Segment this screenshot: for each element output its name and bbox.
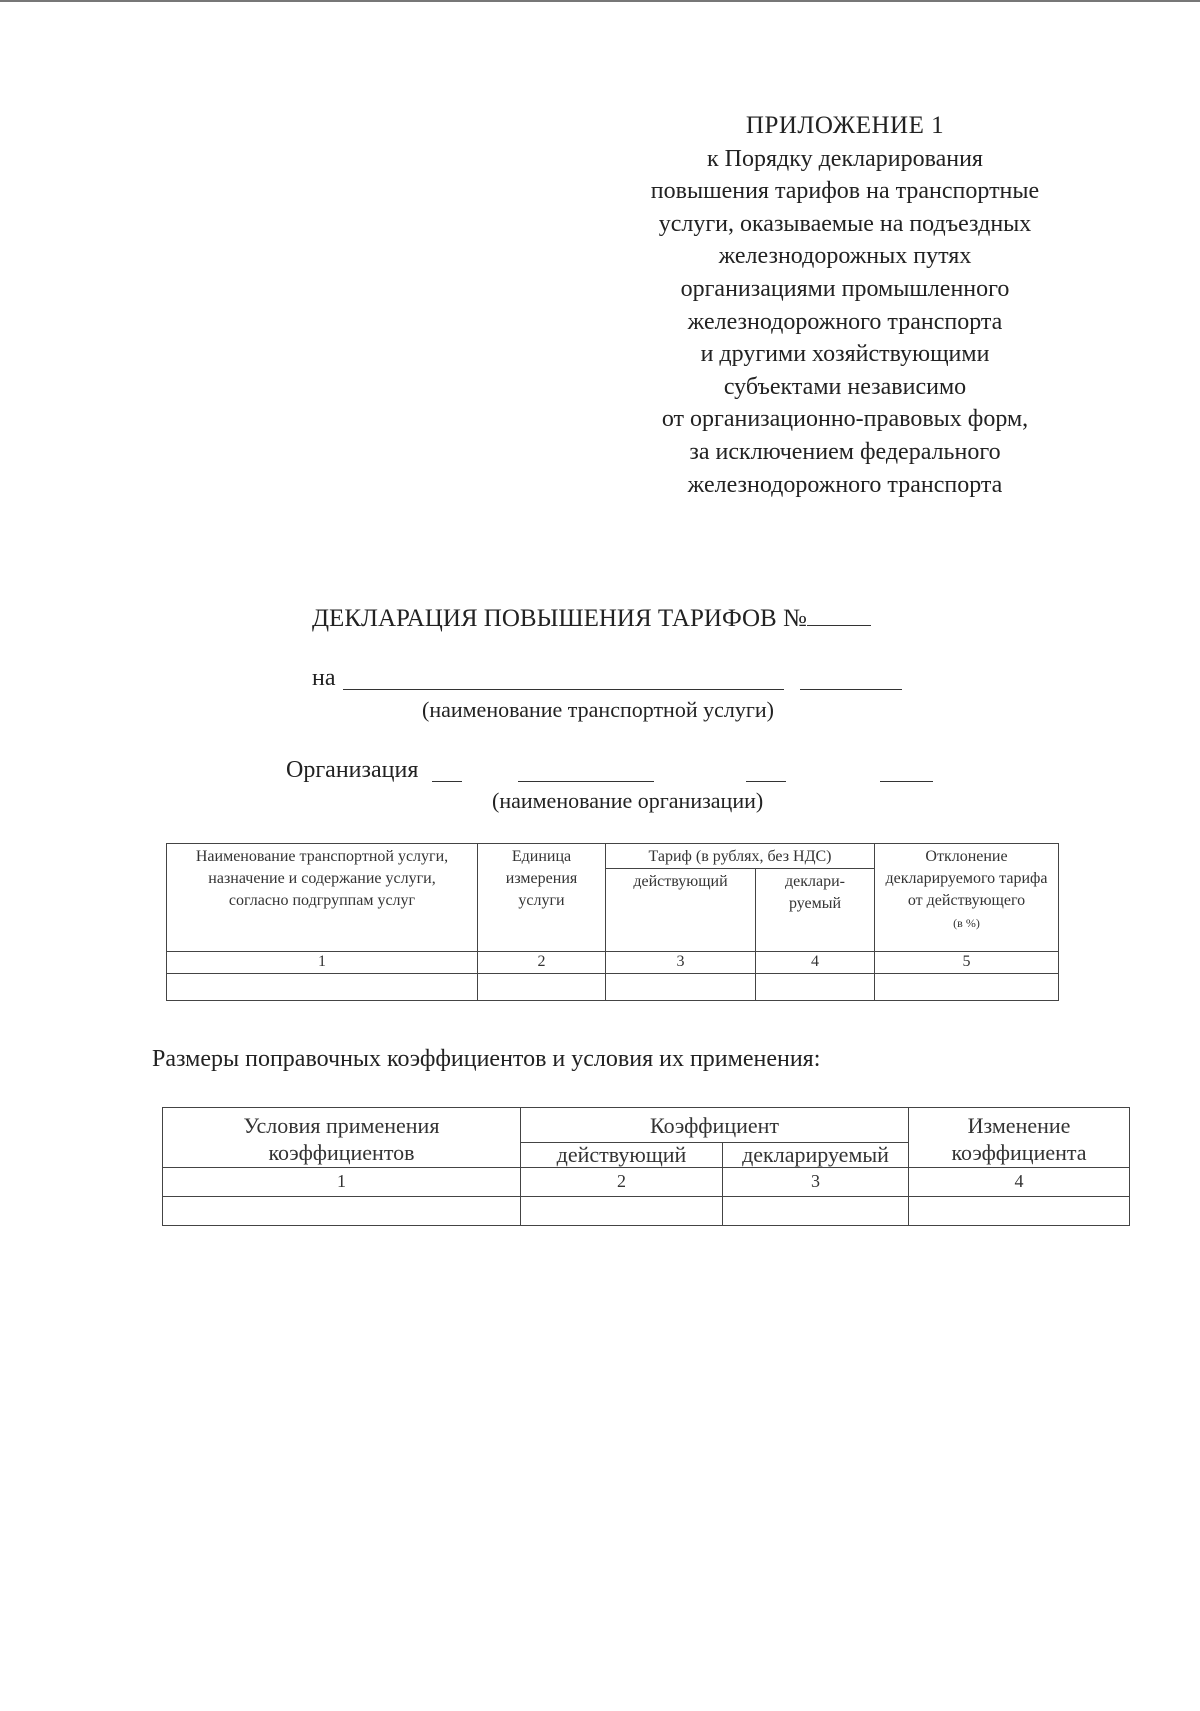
coefficients-table [162, 1107, 1130, 1226]
tariff-col-number: 3 [606, 952, 756, 974]
declaration-title-text: ДЕКЛАРАЦИЯ ПОВЫШЕНИЯ ТАРИФОВ № [312, 605, 807, 632]
coef-col-current-header: действующий [521, 1143, 723, 1168]
service-name-blank-2[interactable] [800, 689, 902, 690]
coef-col-change-header [909, 1108, 1130, 1168]
tariff-col-current-header: действующий [606, 869, 756, 952]
coef-col-declared-header: декларируемый [723, 1143, 909, 1168]
organization-blank-2[interactable] [518, 781, 654, 782]
coef-col-conditions-line2: коэффициентов [268, 1140, 415, 1165]
tariff-table [166, 843, 1059, 1001]
coef-col-conditions-header [163, 1108, 521, 1168]
page-top-border [0, 0, 1200, 2]
coef-group-header: Коэффициент [521, 1108, 909, 1143]
coef-empty-cell[interactable] [521, 1197, 723, 1226]
organization-label: Организация [286, 757, 419, 783]
appendix-line: железнодорожного транспорта [687, 308, 1003, 335]
tariff-col-unit-header: Единица измерения услуги [478, 844, 606, 952]
tariff-col-service-header: Наименование транспортной услуги, назначение и содержание услуги, согласно подгруппам услуг [167, 844, 478, 952]
coef-col-number: 2 [521, 1168, 723, 1197]
tariff-col-declared-header [756, 869, 875, 952]
tariff-col-deviation-text: Отклонение декларируемого тарифа от действующего [885, 848, 1048, 909]
appendix-line: железнодорожных путях [718, 243, 972, 270]
coef-empty-cell[interactable] [723, 1197, 909, 1226]
tariff-empty-cell[interactable] [167, 974, 478, 1001]
service-caption: (наименование транспортной услуги) [422, 697, 774, 722]
declaration-title [312, 603, 871, 633]
declaration-number-blank[interactable] [807, 603, 871, 626]
appendix-line: за исключением федерального [689, 438, 1001, 465]
service-on-label: на [312, 665, 336, 691]
tariff-col-number: 4 [756, 952, 875, 974]
tariff-empty-cell[interactable] [478, 974, 606, 1001]
tariff-empty-row [167, 974, 1059, 1001]
coef-col-change-line1: Изменение [967, 1113, 1071, 1138]
service-name-blank[interactable] [343, 689, 784, 690]
appendix-line: повышения тарифов на транспортные [650, 178, 1040, 205]
tariff-empty-cell[interactable] [875, 974, 1059, 1001]
organization-caption: (наименование организации) [492, 788, 764, 813]
coefficients-intro: Размеры поправочных коэффициентов и условия их применения: [152, 1046, 821, 1072]
appendix-line: к Порядку декларирования [707, 145, 983, 172]
tariff-col-declared-line1: деклари- [785, 873, 845, 890]
tariff-col-declared-line2: руемый [788, 895, 842, 912]
tariff-col-number: 5 [875, 952, 1059, 974]
coef-col-number: 3 [723, 1168, 909, 1197]
coef-col-conditions-line1: Условия применения [243, 1113, 440, 1138]
appendix-title: ПРИЛОЖЕНИЕ 1 [745, 112, 945, 139]
organization-blank-1[interactable] [432, 781, 462, 782]
organization-blank-4[interactable] [880, 781, 933, 782]
organization-blank-3[interactable] [746, 781, 786, 782]
coef-empty-cell[interactable] [909, 1197, 1130, 1226]
appendix-line: и другими хозяйствующими [700, 341, 990, 368]
coef-number-row [163, 1168, 1130, 1197]
appendix-line: услуги, оказываемые на подъездных [658, 210, 1032, 237]
coef-empty-cell[interactable] [163, 1197, 521, 1226]
appendix-line: субъектами независимо [723, 373, 967, 400]
tariff-number-row [167, 952, 1059, 974]
coef-col-change-line2: коэффициента [951, 1140, 1087, 1165]
coef-col-number: 4 [909, 1168, 1130, 1197]
coef-empty-row [163, 1197, 1130, 1226]
tariff-col-number: 1 [167, 952, 478, 974]
appendix-header [600, 110, 1090, 501]
appendix-line: от организационно-правовых форм, [661, 406, 1029, 433]
tariff-col-deviation-unit: (в %) [953, 916, 980, 930]
tariff-col-deviation-header [875, 844, 1059, 952]
coef-col-number: 1 [163, 1168, 521, 1197]
tariff-group-header: Тариф (в рублях, без НДС) [606, 844, 875, 869]
tariff-empty-cell[interactable] [606, 974, 756, 1001]
appendix-line: организациями промышленного [680, 275, 1010, 302]
tariff-col-number: 2 [478, 952, 606, 974]
appendix-line: железнодорожного транспорта [687, 471, 1003, 498]
tariff-empty-cell[interactable] [756, 974, 875, 1001]
